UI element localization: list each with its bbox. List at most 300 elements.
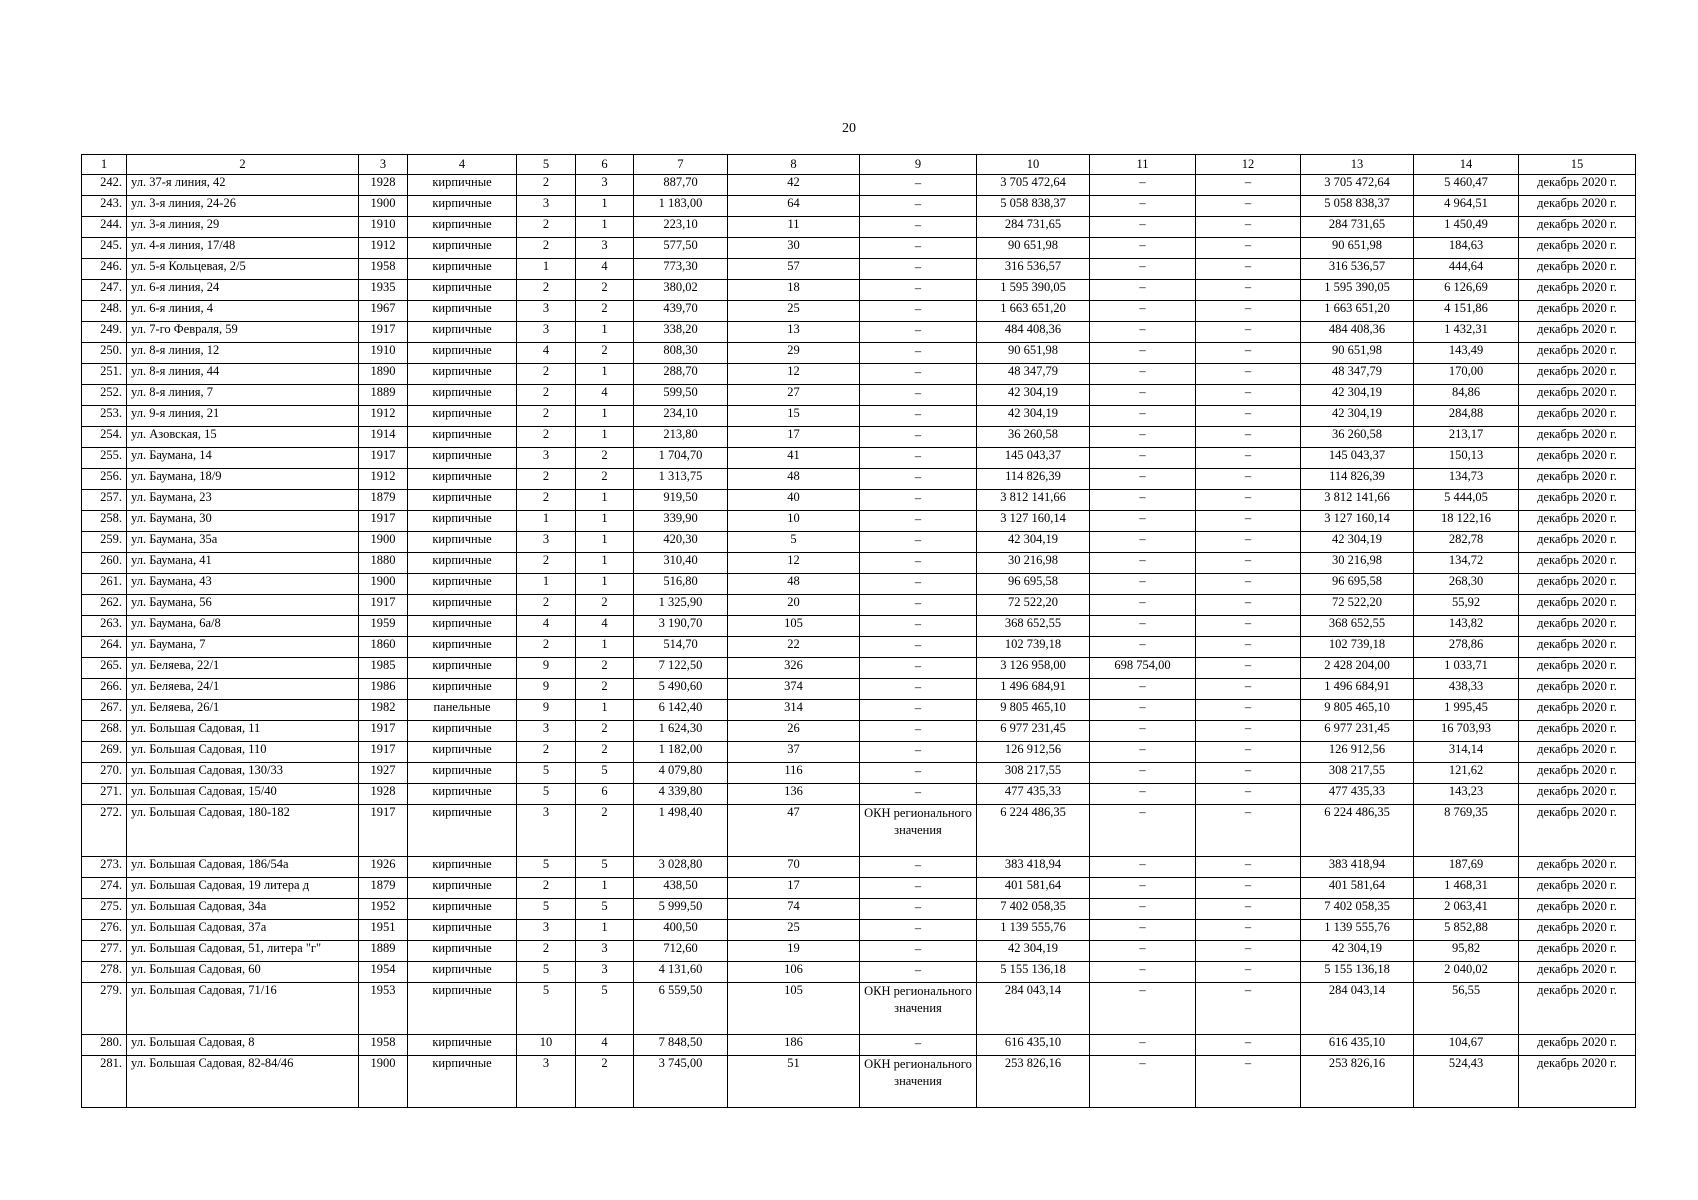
cell-col-12: – <box>1196 920 1301 941</box>
cell-year: 1954 <box>359 962 408 983</box>
cell-heritage-status: – <box>860 490 977 511</box>
cell-year: 1912 <box>359 238 408 259</box>
cell-deadline: декабрь 2020 г. <box>1519 574 1636 595</box>
cell-col-14: 278,86 <box>1414 637 1519 658</box>
cell-total-cost: 284 731,65 <box>977 217 1090 238</box>
cell-heritage-status: – <box>860 469 977 490</box>
column-header: 5 <box>517 155 576 175</box>
cell-col-12: – <box>1196 196 1301 217</box>
cell-row-number: 248. <box>82 301 127 322</box>
cell-apartments: 25 <box>728 301 860 322</box>
cell-apartments: 19 <box>728 941 860 962</box>
cell-total-cost: 90 651,98 <box>977 238 1090 259</box>
cell-total-cost: 1 595 390,05 <box>977 280 1090 301</box>
cell-col-11: – <box>1090 280 1196 301</box>
cell-total-cost: 126 912,56 <box>977 742 1090 763</box>
column-header: 8 <box>728 155 860 175</box>
cell-year: 1910 <box>359 343 408 364</box>
cell-floors: 5 <box>517 857 576 878</box>
cell-deadline: декабрь 2020 г. <box>1519 637 1636 658</box>
cell-address: ул. Большая Садовая, 130/33 <box>127 763 359 784</box>
table-row <box>82 962 1636 983</box>
cell-year: 1953 <box>359 983 408 1035</box>
column-header: 7 <box>634 155 728 175</box>
cell-col-11: – <box>1090 511 1196 532</box>
cell-deadline: декабрь 2020 г. <box>1519 742 1636 763</box>
cell-row-number: 266. <box>82 679 127 700</box>
cell-year: 1959 <box>359 616 408 637</box>
cell-col-14: 55,92 <box>1414 595 1519 616</box>
cell-col-12: – <box>1196 427 1301 448</box>
cell-floors: 1 <box>517 511 576 532</box>
cell-col-11: – <box>1090 364 1196 385</box>
cell-floors: 2 <box>517 742 576 763</box>
table-row <box>82 1035 1636 1056</box>
cell-col-14: 1 468,31 <box>1414 878 1519 899</box>
table-row <box>82 469 1636 490</box>
cell-floors: 5 <box>517 784 576 805</box>
cell-floors: 1 <box>517 259 576 280</box>
table-row <box>82 280 1636 301</box>
cell-row-number: 261. <box>82 574 127 595</box>
cell-apartments: 37 <box>728 742 860 763</box>
cell-row-number: 249. <box>82 322 127 343</box>
cell-floors: 4 <box>517 343 576 364</box>
cell-floors: 9 <box>517 679 576 700</box>
cell-col-14: 268,30 <box>1414 574 1519 595</box>
table-row <box>82 301 1636 322</box>
table-row <box>82 857 1636 878</box>
cell-apartments: 18 <box>728 280 860 301</box>
cell-heritage-status: – <box>860 878 977 899</box>
cell-year: 1912 <box>359 406 408 427</box>
cell-deadline: декабрь 2020 г. <box>1519 658 1636 679</box>
cell-heritage-status: – <box>860 427 977 448</box>
cell-apartments: 22 <box>728 637 860 658</box>
cell-row-number: 259. <box>82 532 127 553</box>
cell-total-cost: 401 581,64 <box>977 878 1090 899</box>
cell-total-cost: 1 139 555,76 <box>977 920 1090 941</box>
cell-col-11: – <box>1090 427 1196 448</box>
cell-area: 712,60 <box>634 941 728 962</box>
table-row <box>82 259 1636 280</box>
cell-apartments: 105 <box>728 616 860 637</box>
cell-entrances: 2 <box>576 679 634 700</box>
table-row <box>82 679 1636 700</box>
cell-col-13: 1 139 555,76 <box>1301 920 1414 941</box>
cell-total-cost: 284 043,14 <box>977 983 1090 1035</box>
table-row <box>82 217 1636 238</box>
cell-entrances: 2 <box>576 742 634 763</box>
cell-col-11: – <box>1090 784 1196 805</box>
cell-entrances: 1 <box>576 920 634 941</box>
cell-deadline: декабрь 2020 г. <box>1519 280 1636 301</box>
cell-deadline: декабрь 2020 г. <box>1519 721 1636 742</box>
cell-heritage-status: – <box>860 553 977 574</box>
cell-heritage-status: – <box>860 217 977 238</box>
cell-heritage-status: – <box>860 175 977 196</box>
cell-col-12: – <box>1196 259 1301 280</box>
cell-col-14: 5 852,88 <box>1414 920 1519 941</box>
cell-col-12: – <box>1196 469 1301 490</box>
cell-heritage-status: – <box>860 406 977 427</box>
cell-total-cost: 7 402 058,35 <box>977 899 1090 920</box>
cell-year: 1986 <box>359 679 408 700</box>
cell-deadline: декабрь 2020 г. <box>1519 196 1636 217</box>
cell-apartments: 20 <box>728 595 860 616</box>
cell-col-13: 102 739,18 <box>1301 637 1414 658</box>
cell-entrances: 2 <box>576 343 634 364</box>
cell-total-cost: 145 043,37 <box>977 448 1090 469</box>
cell-address: ул. 37-я линия, 42 <box>127 175 359 196</box>
cell-area: 223,10 <box>634 217 728 238</box>
cell-col-12: – <box>1196 511 1301 532</box>
cell-apartments: 12 <box>728 364 860 385</box>
cell-col-13: 2 428 204,00 <box>1301 658 1414 679</box>
cell-col-11: – <box>1090 941 1196 962</box>
cell-area: 6 142,40 <box>634 700 728 721</box>
cell-col-11: – <box>1090 983 1196 1035</box>
cell-year: 1917 <box>359 322 408 343</box>
cell-address: ул. Большая Садовая, 71/16 <box>127 983 359 1035</box>
cell-wall-material: кирпичные <box>408 962 517 983</box>
table-body <box>82 175 1636 1108</box>
cell-area: 438,50 <box>634 878 728 899</box>
cell-wall-material: кирпичные <box>408 805 517 857</box>
cell-total-cost: 3 705 472,64 <box>977 175 1090 196</box>
cell-row-number: 256. <box>82 469 127 490</box>
cell-apartments: 5 <box>728 532 860 553</box>
cell-wall-material: панельные <box>408 700 517 721</box>
cell-heritage-status: – <box>860 763 977 784</box>
cell-row-number: 262. <box>82 595 127 616</box>
cell-floors: 3 <box>517 805 576 857</box>
cell-heritage-status: – <box>860 385 977 406</box>
cell-entrances: 1 <box>576 878 634 899</box>
cell-wall-material: кирпичные <box>408 878 517 899</box>
cell-col-11: – <box>1090 448 1196 469</box>
cell-col-14: 1 995,45 <box>1414 700 1519 721</box>
cell-year: 1880 <box>359 553 408 574</box>
table-row <box>82 553 1636 574</box>
cell-col-11: – <box>1090 899 1196 920</box>
cell-deadline: декабрь 2020 г. <box>1519 878 1636 899</box>
cell-year: 1917 <box>359 805 408 857</box>
cell-address: ул. 6-я линия, 4 <box>127 301 359 322</box>
cell-year: 1889 <box>359 941 408 962</box>
cell-col-11: 698 754,00 <box>1090 658 1196 679</box>
cell-address: ул. Большая Садовая, 186/54а <box>127 857 359 878</box>
cell-col-11: – <box>1090 343 1196 364</box>
cell-col-12: – <box>1196 532 1301 553</box>
cell-col-12: – <box>1196 406 1301 427</box>
cell-col-13: 6 224 486,35 <box>1301 805 1414 857</box>
cell-apartments: 57 <box>728 259 860 280</box>
cell-floors: 3 <box>517 532 576 553</box>
cell-col-13: 6 977 231,45 <box>1301 721 1414 742</box>
cell-address: ул. Баумана, 43 <box>127 574 359 595</box>
column-header: 9 <box>860 155 977 175</box>
cell-floors: 2 <box>517 878 576 899</box>
cell-wall-material: кирпичные <box>408 406 517 427</box>
cell-apartments: 105 <box>728 983 860 1035</box>
cell-floors: 2 <box>517 238 576 259</box>
cell-total-cost: 1 663 651,20 <box>977 301 1090 322</box>
cell-wall-material: кирпичные <box>408 784 517 805</box>
cell-year: 1914 <box>359 427 408 448</box>
cell-col-14: 143,23 <box>1414 784 1519 805</box>
cell-col-13: 7 402 058,35 <box>1301 899 1414 920</box>
cell-wall-material: кирпичные <box>408 983 517 1035</box>
cell-heritage-status: – <box>860 238 977 259</box>
cell-total-cost: 72 522,20 <box>977 595 1090 616</box>
cell-heritage-status: – <box>860 721 977 742</box>
cell-address: ул. 5-я Кольцевая, 2/5 <box>127 259 359 280</box>
cell-row-number: 251. <box>82 364 127 385</box>
cell-row-number: 271. <box>82 784 127 805</box>
cell-col-12: – <box>1196 490 1301 511</box>
cell-col-12: – <box>1196 763 1301 784</box>
cell-entrances: 2 <box>576 448 634 469</box>
cell-entrances: 5 <box>576 899 634 920</box>
cell-heritage-status: – <box>860 532 977 553</box>
cell-year: 1912 <box>359 469 408 490</box>
cell-row-number: 250. <box>82 343 127 364</box>
cell-floors: 3 <box>517 196 576 217</box>
cell-entrances: 2 <box>576 469 634 490</box>
cell-col-11: – <box>1090 490 1196 511</box>
cell-floors: 2 <box>517 175 576 196</box>
cell-col-14: 284,88 <box>1414 406 1519 427</box>
cell-total-cost: 42 304,19 <box>977 406 1090 427</box>
cell-floors: 5 <box>517 983 576 1035</box>
cell-row-number: 243. <box>82 196 127 217</box>
cell-col-12: – <box>1196 983 1301 1035</box>
cell-wall-material: кирпичные <box>408 280 517 301</box>
cell-entrances: 5 <box>576 983 634 1035</box>
cell-total-cost: 114 826,39 <box>977 469 1090 490</box>
cell-entrances: 1 <box>576 574 634 595</box>
cell-entrances: 3 <box>576 962 634 983</box>
cell-apartments: 326 <box>728 658 860 679</box>
cell-col-13: 72 522,20 <box>1301 595 1414 616</box>
cell-wall-material: кирпичные <box>408 385 517 406</box>
cell-col-13: 90 651,98 <box>1301 343 1414 364</box>
cell-floors: 3 <box>517 448 576 469</box>
table-row <box>82 805 1636 857</box>
cell-floors: 3 <box>517 721 576 742</box>
cell-col-12: – <box>1196 385 1301 406</box>
cell-wall-material: кирпичные <box>408 469 517 490</box>
cell-total-cost: 616 435,10 <box>977 1035 1090 1056</box>
cell-address: ул. Большая Садовая, 11 <box>127 721 359 742</box>
cell-row-number: 264. <box>82 637 127 658</box>
cell-wall-material: кирпичные <box>408 448 517 469</box>
cell-apartments: 10 <box>728 511 860 532</box>
cell-deadline: декабрь 2020 г. <box>1519 301 1636 322</box>
cell-entrances: 3 <box>576 175 634 196</box>
cell-year: 1890 <box>359 364 408 385</box>
cell-total-cost: 308 217,55 <box>977 763 1090 784</box>
cell-address: ул. Большая Садовая, 37а <box>127 920 359 941</box>
cell-col-14: 187,69 <box>1414 857 1519 878</box>
cell-col-14: 438,33 <box>1414 679 1519 700</box>
cell-total-cost: 3 126 958,00 <box>977 658 1090 679</box>
column-header: 2 <box>127 155 359 175</box>
cell-col-11: – <box>1090 763 1196 784</box>
cell-col-12: – <box>1196 448 1301 469</box>
cell-deadline: декабрь 2020 г. <box>1519 962 1636 983</box>
cell-year: 1910 <box>359 217 408 238</box>
cell-floors: 9 <box>517 700 576 721</box>
cell-heritage-status: – <box>860 700 977 721</box>
column-header: 4 <box>408 155 517 175</box>
cell-col-14: 1 432,31 <box>1414 322 1519 343</box>
cell-col-11: – <box>1090 1056 1196 1108</box>
cell-col-12: – <box>1196 175 1301 196</box>
cell-total-cost: 6 224 486,35 <box>977 805 1090 857</box>
cell-address: ул. Беляева, 24/1 <box>127 679 359 700</box>
cell-row-number: 278. <box>82 962 127 983</box>
cell-heritage-status: – <box>860 511 977 532</box>
cell-col-13: 42 304,19 <box>1301 532 1414 553</box>
cell-deadline: декабрь 2020 г. <box>1519 595 1636 616</box>
table-row <box>82 175 1636 196</box>
cell-floors: 2 <box>517 280 576 301</box>
cell-area: 808,30 <box>634 343 728 364</box>
cell-col-13: 9 805 465,10 <box>1301 700 1414 721</box>
cell-wall-material: кирпичные <box>408 343 517 364</box>
cell-entrances: 3 <box>576 941 634 962</box>
cell-row-number: 260. <box>82 553 127 574</box>
cell-row-number: 269. <box>82 742 127 763</box>
cell-apartments: 25 <box>728 920 860 941</box>
cell-area: 514,70 <box>634 637 728 658</box>
cell-col-13: 284 731,65 <box>1301 217 1414 238</box>
cell-total-cost: 316 536,57 <box>977 259 1090 280</box>
cell-total-cost: 5 058 838,37 <box>977 196 1090 217</box>
cell-entrances: 2 <box>576 1056 634 1108</box>
cell-deadline: декабрь 2020 г. <box>1519 920 1636 941</box>
cell-apartments: 30 <box>728 238 860 259</box>
cell-entrances: 1 <box>576 532 634 553</box>
cell-col-12: – <box>1196 238 1301 259</box>
table-row <box>82 322 1636 343</box>
cell-address: ул. Большая Садовая, 60 <box>127 962 359 983</box>
cell-col-14: 5 444,05 <box>1414 490 1519 511</box>
cell-floors: 2 <box>517 469 576 490</box>
cell-col-12: – <box>1196 322 1301 343</box>
cell-col-13: 5 155 136,18 <box>1301 962 1414 983</box>
cell-area: 5 490,60 <box>634 679 728 700</box>
cell-heritage-status: – <box>860 280 977 301</box>
cell-col-13: 484 408,36 <box>1301 322 1414 343</box>
cell-total-cost: 36 260,58 <box>977 427 1090 448</box>
cell-year: 1879 <box>359 490 408 511</box>
cell-heritage-status: – <box>860 941 977 962</box>
cell-year: 1985 <box>359 658 408 679</box>
cell-year: 1958 <box>359 259 408 280</box>
cell-total-cost: 253 826,16 <box>977 1056 1090 1108</box>
cell-col-13: 477 435,33 <box>1301 784 1414 805</box>
cell-total-cost: 6 977 231,45 <box>977 721 1090 742</box>
cell-wall-material: кирпичные <box>408 721 517 742</box>
cell-entrances: 2 <box>576 658 634 679</box>
cell-wall-material: кирпичные <box>408 238 517 259</box>
cell-entrances: 1 <box>576 553 634 574</box>
cell-year: 1860 <box>359 637 408 658</box>
cell-deadline: декабрь 2020 г. <box>1519 553 1636 574</box>
cell-col-14: 56,55 <box>1414 983 1519 1035</box>
cell-apartments: 374 <box>728 679 860 700</box>
cell-wall-material: кирпичные <box>408 322 517 343</box>
cell-area: 1 704,70 <box>634 448 728 469</box>
cell-deadline: декабрь 2020 г. <box>1519 983 1636 1035</box>
cell-address: ул. Баумана, 6а/8 <box>127 616 359 637</box>
cell-col-14: 2 040,02 <box>1414 962 1519 983</box>
cell-col-14: 104,67 <box>1414 1035 1519 1056</box>
table-row <box>82 721 1636 742</box>
cell-col-13: 48 347,79 <box>1301 364 1414 385</box>
cell-wall-material: кирпичные <box>408 1056 517 1108</box>
cell-floors: 3 <box>517 1056 576 1108</box>
cell-address: ул. Большая Садовая, 82-84/46 <box>127 1056 359 1108</box>
cell-year: 1951 <box>359 920 408 941</box>
column-header: 12 <box>1196 155 1301 175</box>
cell-total-cost: 5 155 136,18 <box>977 962 1090 983</box>
cell-address: ул. Большая Садовая, 51, литера "г" <box>127 941 359 962</box>
cell-area: 1 498,40 <box>634 805 728 857</box>
cell-year: 1889 <box>359 385 408 406</box>
cell-year: 1917 <box>359 595 408 616</box>
cell-col-14: 84,86 <box>1414 385 1519 406</box>
cell-year: 1952 <box>359 899 408 920</box>
table-row <box>82 920 1636 941</box>
cell-area: 7 848,50 <box>634 1035 728 1056</box>
cell-entrances: 1 <box>576 700 634 721</box>
cell-deadline: декабрь 2020 г. <box>1519 406 1636 427</box>
cell-year: 1935 <box>359 280 408 301</box>
column-header: 13 <box>1301 155 1414 175</box>
cell-heritage-status: – <box>860 637 977 658</box>
cell-col-13: 1 496 684,91 <box>1301 679 1414 700</box>
table-row <box>82 742 1636 763</box>
cell-year: 1879 <box>359 878 408 899</box>
cell-address: ул. Баумана, 35а <box>127 532 359 553</box>
cell-entrances: 1 <box>576 637 634 658</box>
cell-col-12: – <box>1196 941 1301 962</box>
cell-floors: 10 <box>517 1035 576 1056</box>
cell-col-11: – <box>1090 259 1196 280</box>
cell-address: ул. Большая Садовая, 34а <box>127 899 359 920</box>
cell-floors: 2 <box>517 490 576 511</box>
cell-heritage-status: – <box>860 1035 977 1056</box>
cell-heritage-status: ОКН регионального значения <box>860 805 977 857</box>
cell-col-14: 4 151,86 <box>1414 301 1519 322</box>
cell-year: 1927 <box>359 763 408 784</box>
cell-address: ул. Большая Садовая, 8 <box>127 1035 359 1056</box>
cell-row-number: 277. <box>82 941 127 962</box>
cell-col-11: – <box>1090 574 1196 595</box>
cell-row-number: 253. <box>82 406 127 427</box>
cell-col-11: – <box>1090 553 1196 574</box>
cell-wall-material: кирпичные <box>408 511 517 532</box>
cell-wall-material: кирпичные <box>408 553 517 574</box>
cell-address: ул. 9-я линия, 21 <box>127 406 359 427</box>
cell-row-number: 280. <box>82 1035 127 1056</box>
cell-row-number: 275. <box>82 899 127 920</box>
cell-col-13: 368 652,55 <box>1301 616 1414 637</box>
